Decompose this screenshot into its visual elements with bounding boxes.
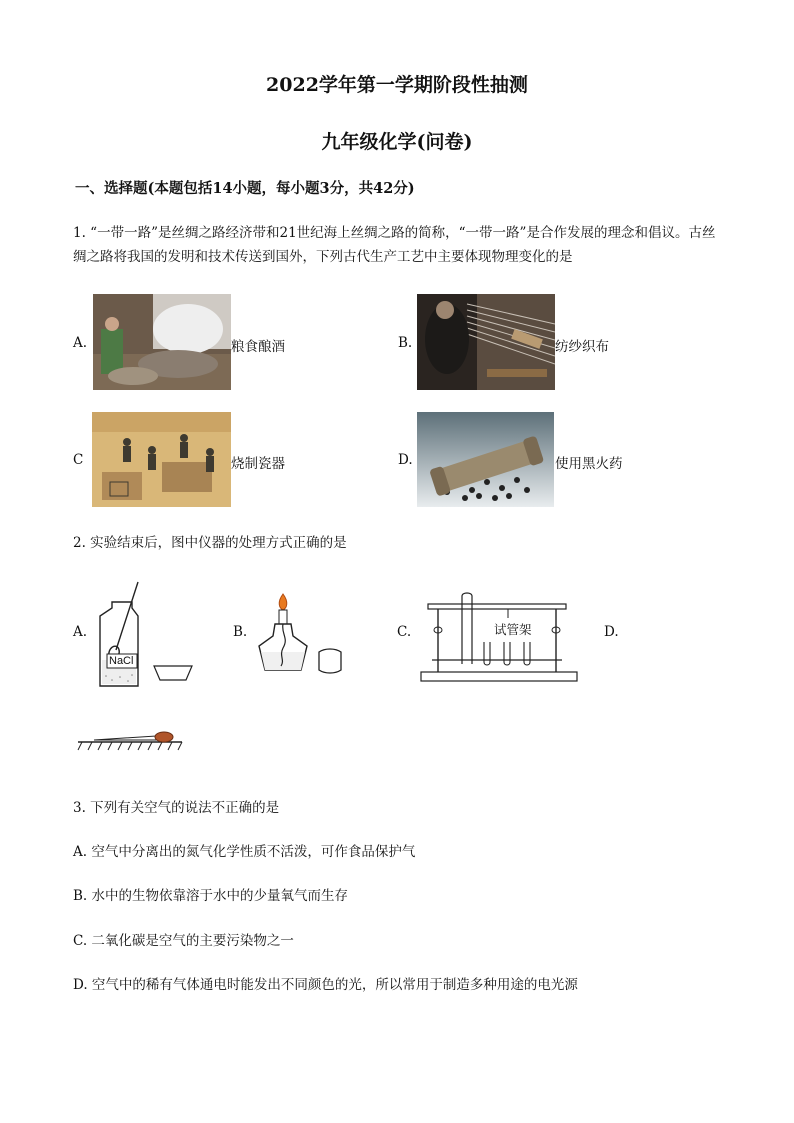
q1-option-a-label: A. [73, 335, 88, 351]
nacl-label: NaCl [109, 655, 134, 667]
q2-option-b-figure [255, 590, 355, 680]
q3-option-a: A. 空气中分离出的氮气化学性质不活泼，可作食品保护气 [73, 844, 416, 860]
q1-option-c-label: C [73, 452, 84, 468]
q3-option-c: C. 二氧化碳是空气的主要污染物之一 [73, 933, 294, 949]
q1-option-b-label: B. [398, 335, 413, 351]
q2-option-a-label: A. [73, 624, 88, 640]
q1-option-b-image [417, 294, 555, 390]
test-tube-rack-label: 试管架 [494, 622, 532, 637]
q2-option-c-figure [418, 592, 580, 684]
q3-option-b: B. 水中的生物依靠溶于水中的少量氧气而生存 [73, 888, 349, 904]
q1-option-d-image [417, 412, 554, 507]
q2-option-c-label: C. [397, 624, 412, 640]
q2-option-b-label: B. [233, 624, 248, 640]
q1-option-c-image [92, 412, 231, 507]
question-1-text: 1. “一带一路”是丝绸之路经济带和21世纪海上丝绸之路的简称，“一带一路”是合作发展的理念和倡议。古丝绸之路将我国的发明和技术传送到国外，下列古代生产工艺中主要体现物理变化的是 [73, 225, 716, 265]
q2-option-d-label: D. [604, 624, 619, 640]
page-title: 2022学年第一学期阶段性抽测 [266, 74, 528, 96]
q1-option-c-caption: 烧制瓷器 [231, 456, 285, 472]
q1-option-b-caption: 纺纱织布 [555, 339, 609, 355]
question-3-text: 3. 下列有关空气的说法不正确的是 [73, 800, 280, 816]
question-2-text: 2. 实验结束后，图中仪器的处理方式正确的是 [73, 535, 347, 551]
q1-option-d-caption: 使用黑火药 [555, 456, 623, 472]
q1-option-d-label: D. [398, 452, 413, 468]
q3-option-d: D. 空气中的稀有气体通电时能发出不同颜色的光，所以常用于制造多种用途的电光源 [73, 977, 578, 993]
q1-option-a-caption: 粮食酿酒 [231, 339, 285, 355]
q1-option-a-image [93, 294, 231, 390]
q2-option-a-figure [94, 580, 194, 690]
page-subtitle: 九年级化学(问卷) [321, 131, 473, 153]
q2-option-d-figure [76, 728, 186, 752]
section-heading: 一、选择题(本题包括14小题，每小题3分，共42分) [75, 180, 415, 197]
